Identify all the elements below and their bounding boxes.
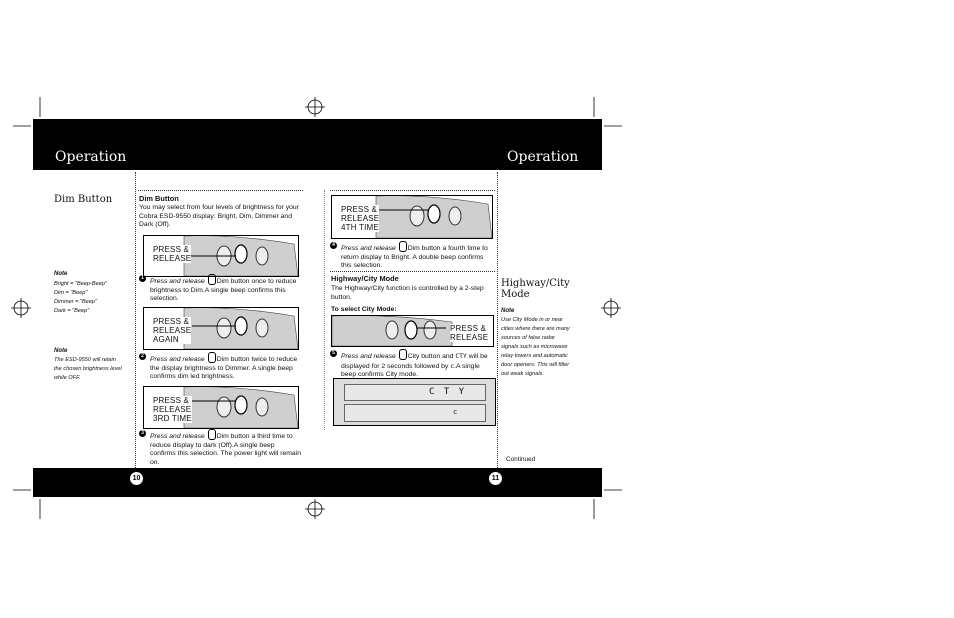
press-release-label: PRESS & RELEASE 4TH TIME (341, 205, 380, 232)
device-illustration (331, 315, 494, 347)
display-window (344, 404, 486, 422)
step-number: 4 (330, 242, 337, 249)
press-release-label: PRESS & RELEASE (450, 324, 489, 342)
step-number: 5 (330, 350, 337, 357)
step-3: 3 Press and release Dim button a third time to reduce display to dark (Off).A single beep confirms this selection. The power light will remain on. (150, 429, 302, 467)
section-rule (138, 190, 303, 191)
step-number: 1 (139, 275, 146, 282)
step-4: 4 Press and release Dim button a fourth time to return display to Bright. A double beep confirms this selection. (341, 241, 493, 271)
city-button-icon (399, 349, 407, 360)
display-illustration (333, 378, 496, 426)
step-5: 5 Press and release City button and CTY will be displayed for 2 seconds followed by c.A single beep confirms City mode. (341, 349, 493, 380)
note-label: Note (54, 348, 68, 354)
note-label: Note (501, 308, 515, 314)
note-text: The ESD-9550 will retain the chosen brightness level while OFF. (54, 357, 122, 381)
section-heading: Dim Button (139, 194, 179, 203)
press-release-label: PRESS & RELEASE 3RD TIME (153, 396, 192, 423)
gutter-rule (324, 190, 325, 430)
step-number: 2 (139, 353, 146, 360)
page-number-right: 11 (489, 472, 502, 485)
page-title-left: Operation (55, 149, 127, 165)
step-1: 1 Press and release Dim button once to reduce brightness to Dim.A single beep confirms this selection. (150, 274, 302, 304)
page-number-left: 10 (130, 472, 143, 485)
device-illustration (143, 386, 299, 429)
dim-button-icon (208, 352, 216, 363)
column-rule-right (497, 172, 498, 468)
section-heading: Highway/City Mode (331, 274, 399, 283)
device-illustration (143, 307, 299, 350)
note-text: Bright = "Beep-Beep" Dim = "Beep" Dimmer = "Beep" Dark = "Beep" (54, 281, 107, 314)
press-release-label: PRESS & RELEASE (153, 245, 192, 263)
intro-text: You may select from four levels of brightness for your Cobra ESD-9550 display: Bright, Dim, Dimmer and Dark (Off). (139, 204, 299, 229)
column-rule-left (135, 172, 136, 468)
dim-button-icon (399, 241, 407, 252)
footer-bar (33, 468, 602, 497)
step-number: 3 (139, 430, 146, 437)
press-release-label: PRESS & RELEASE AGAIN (153, 317, 192, 344)
section-rule (330, 271, 495, 272)
dim-button-icon (208, 274, 216, 285)
section-rule (330, 190, 495, 191)
device-illustration (331, 195, 493, 239)
display-readout-small: c (453, 408, 458, 416)
note-label: Note (54, 271, 68, 277)
sidebar-heading: Highway/City Mode (501, 278, 570, 300)
intro-text: The Highway/City function is controlled by a 2-step button. (331, 285, 484, 301)
subheading: To select City Mode: (331, 306, 397, 313)
sidebar-heading: Dim Button (54, 194, 113, 205)
note-text: Use City Mode in or near cities where there are many sources of false radar signals such as microwave relay towers and automatic door openers. This will filter out weak signals. (501, 317, 570, 377)
page-title-right: Operation (507, 149, 579, 165)
dim-button-icon (208, 429, 216, 440)
device-illustration (143, 235, 299, 277)
step-2: 2 Press and release Dim button twice to reduce the display brightness to Dimmer. A single beep confirms dim led brightness. (150, 352, 302, 382)
display-readout: C T Y (429, 387, 467, 397)
continued-label: Continued (506, 456, 536, 463)
